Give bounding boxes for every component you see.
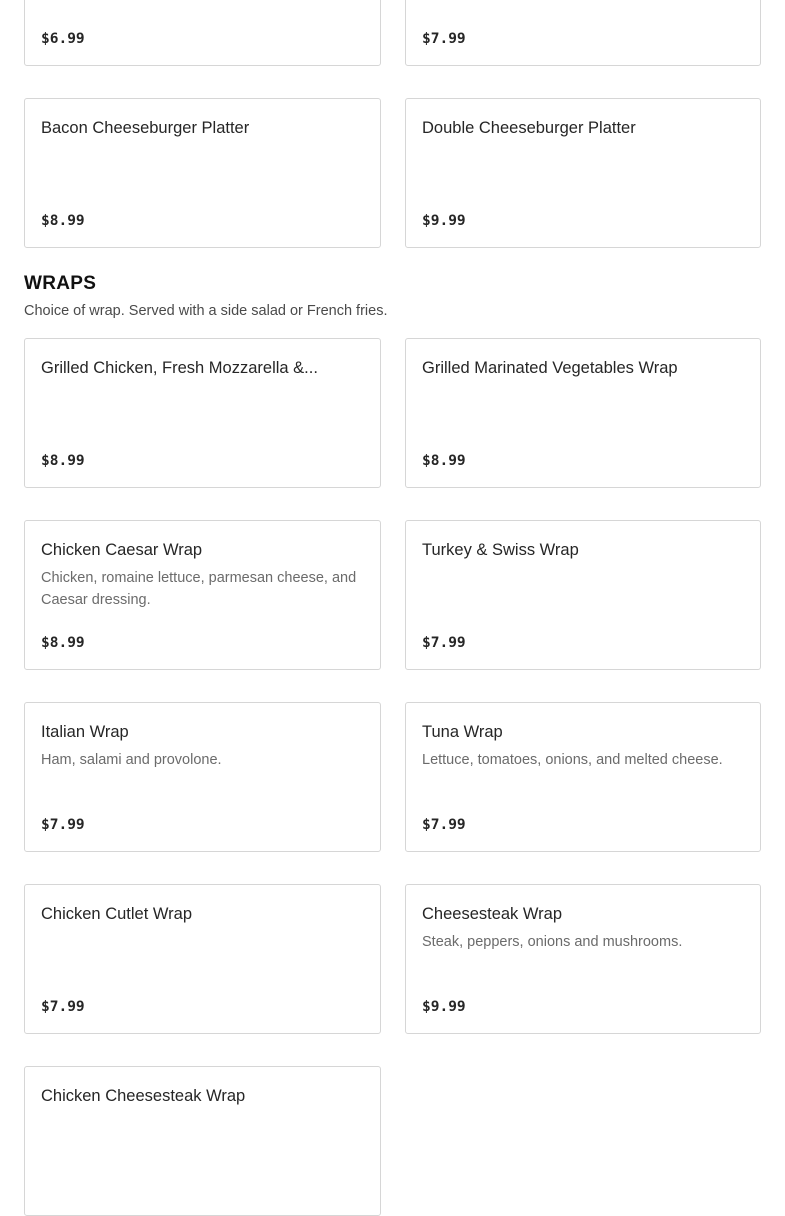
item-name: Tuna Wrap (422, 723, 503, 741)
menu-item-card[interactable] (24, 98, 381, 248)
menu-item-card[interactable] (24, 520, 381, 670)
item-name: Grilled Chicken, Fresh Mozzarella &... (41, 359, 318, 377)
menu-item-card[interactable] (405, 520, 761, 670)
section-description: Choice of wrap. Served with a side salad or French fries. (24, 303, 388, 319)
item-price: $9.99 (422, 213, 466, 229)
item-description: Ham, salami and provolone. (41, 752, 222, 768)
menu-item-card[interactable] (405, 702, 761, 852)
menu-item-card[interactable] (405, 884, 761, 1034)
item-name: Chicken Cheesesteak Wrap (41, 1087, 246, 1105)
item-name: Double Cheeseburger Platter (422, 119, 636, 137)
menu-item-card[interactable] (405, 0, 761, 66)
menu-item-card[interactable] (24, 702, 381, 852)
item-description: Lettuce, tomatoes, onions, and melted cheese. (422, 752, 723, 768)
item-name: Italian Wrap (41, 723, 129, 741)
menu-item-card[interactable] (24, 884, 381, 1034)
item-price: $7.99 (41, 999, 85, 1015)
item-name: Cheesesteak Wrap (422, 905, 563, 923)
item-price: $9.99 (422, 999, 466, 1015)
item-price: $7.99 (422, 31, 466, 47)
item-price: $8.99 (41, 453, 85, 469)
item-price: $8.99 (41, 635, 85, 651)
menu-item-card[interactable] (24, 1066, 381, 1216)
item-description: Chicken, romaine lettuce, parmesan cheese, and Caesar dressing. (41, 570, 357, 608)
item-name: Grilled Marinated Vegetables Wrap (422, 359, 678, 377)
item-description: Steak, peppers, onions and mushrooms. (422, 934, 683, 950)
item-price: $8.99 (422, 453, 466, 469)
menu-item-card[interactable] (405, 338, 761, 488)
item-price: $8.99 (41, 213, 85, 229)
menu-item-card[interactable] (405, 98, 761, 248)
menu-item-card[interactable] (24, 0, 381, 66)
item-price: $6.99 (41, 31, 85, 47)
item-price: $7.99 (422, 635, 466, 651)
item-name: Bacon Cheeseburger Platter (41, 119, 250, 137)
item-name: Turkey & Swiss Wrap (422, 541, 579, 559)
item-price: $7.99 (422, 817, 466, 833)
menu-item-card[interactable] (24, 338, 381, 488)
section-title-wraps: WRAPS (24, 273, 97, 294)
item-price: $7.99 (41, 817, 85, 833)
item-name: Chicken Cutlet Wrap (41, 905, 193, 923)
item-name: Chicken Caesar Wrap (41, 541, 203, 559)
